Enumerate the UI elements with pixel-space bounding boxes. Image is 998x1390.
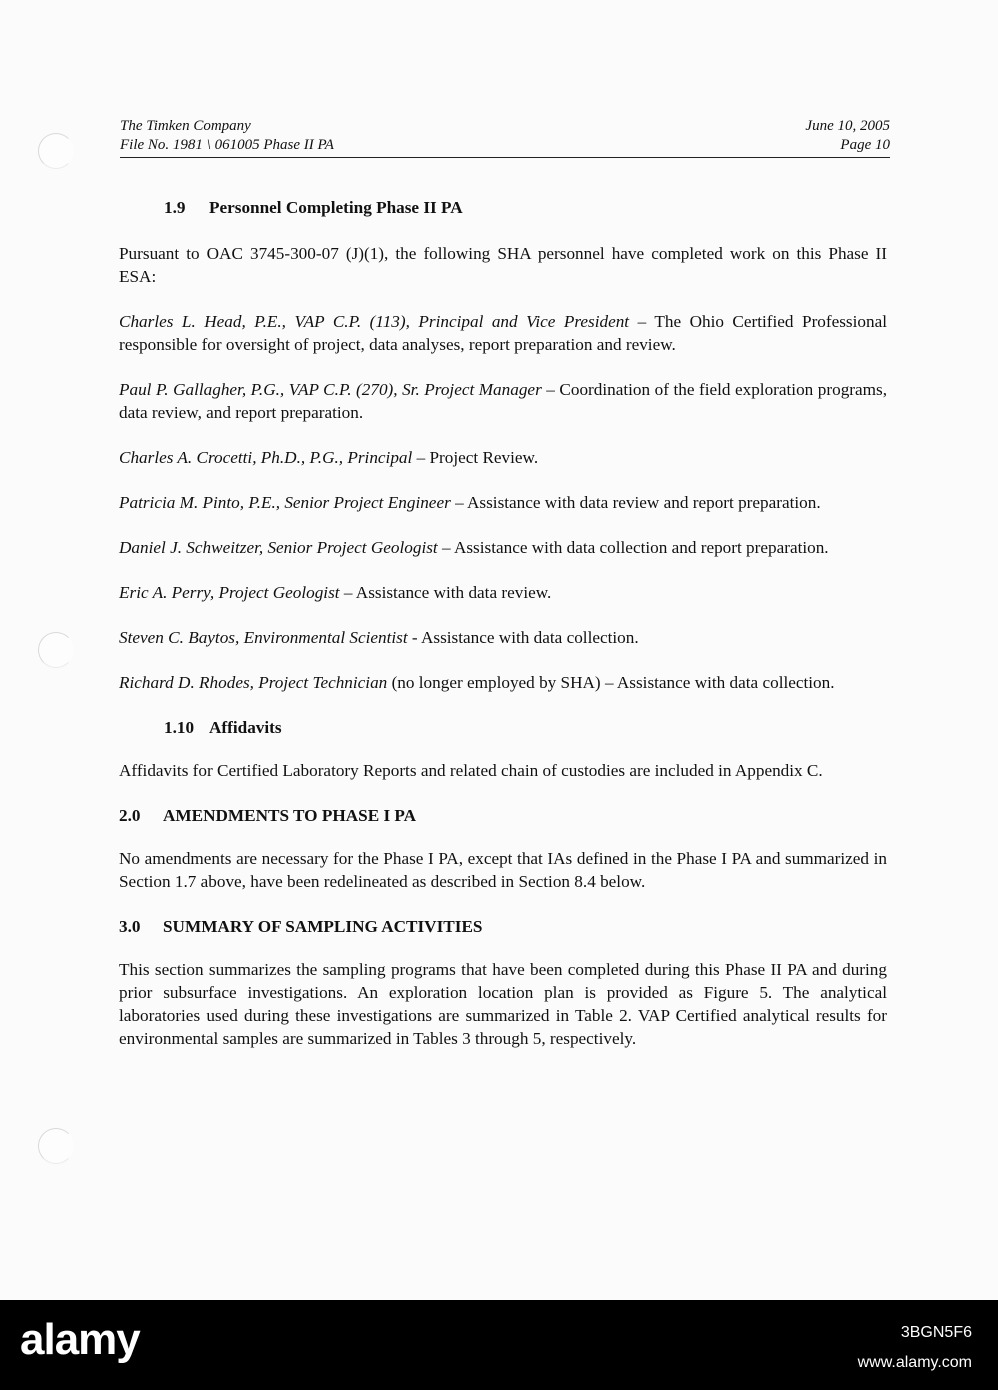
- personnel-name: Charles A. Crocetti, Ph.D., P.G., Principal: [119, 448, 413, 467]
- section-body: No amendments are necessary for the Phase I PA, except that IAs defined in the Phase I PA and summarized in Section 1.7 above, have been redelineated as described in Section 8.4 below.: [119, 849, 887, 891]
- page-header: [120, 117, 890, 158]
- personnel-role: – The Ohio Certified Professional responsible for oversight of project, data analyses, report preparation and review.: [119, 312, 887, 354]
- personnel-entry: [119, 581, 887, 604]
- personnel-role: – Assistance with data review.: [339, 583, 552, 602]
- section-number: 3.0: [119, 917, 141, 936]
- section-number: 1.10: [164, 718, 195, 737]
- section-heading-3-0: [119, 915, 887, 938]
- site-url: www.alamy.com: [857, 1354, 972, 1371]
- section-body: Affidavits for Certified Laboratory Reports and related chain of custodies are included in Appendix C.: [119, 761, 823, 780]
- section-title: Personnel Completing Phase II PA: [209, 198, 463, 217]
- personnel-name: Charles L. Head, P.E., VAP C.P. (113), Principal and Vice President: [119, 312, 630, 331]
- personnel-entry: [119, 446, 887, 469]
- section-heading-1-9: [119, 196, 887, 219]
- personnel-name: Richard D. Rhodes, Project Technician: [119, 673, 388, 692]
- company-name: The Timken Company: [120, 118, 251, 134]
- section-title: Affidavits: [209, 718, 282, 737]
- personnel-entry: [119, 671, 887, 694]
- section-title: SUMMARY OF SAMPLING ACTIVITIES: [163, 917, 483, 936]
- punch-hole-icon: [38, 1128, 74, 1164]
- alamy-logo: alamy: [20, 1315, 140, 1364]
- personnel-name: Eric A. Perry, Project Geologist: [119, 583, 340, 602]
- personnel-entry: [119, 536, 887, 559]
- personnel-entry: [119, 626, 887, 649]
- personnel-entry: [119, 310, 887, 356]
- personnel-name: Daniel J. Schweitzer, Senior Project Geologist: [119, 538, 438, 557]
- header-right: [805, 117, 890, 155]
- personnel-entry: [119, 378, 887, 424]
- image-credit: [858, 1318, 972, 1378]
- document-body: [119, 196, 887, 1050]
- file-number: File No. 1981 \ 061005 Phase II PA: [120, 137, 334, 153]
- punch-hole-icon: [38, 632, 74, 668]
- personnel-name: Steven C. Baytos, Environmental Scientist: [119, 628, 408, 647]
- section-body: This section summarizes the sampling programs that have been completed during this Phase II PA and during prior subsurface investigations. An exploration location plan is provided as Figure 5. The analytical laboratories used during these investigations are summarized in Table 2. VAP Certified analytical results for environmental samples are summarized in Tables 3 through 5, respectively.: [119, 960, 887, 1048]
- section-heading-1-10: [119, 716, 887, 739]
- header-left: [120, 117, 334, 155]
- personnel-role: – Assistance with data collection and report preparation.: [437, 538, 829, 557]
- document-date: June 10, 2005: [805, 118, 890, 134]
- section-title: AMENDMENTS TO PHASE I PA: [163, 806, 417, 825]
- section-number: 1.9: [164, 198, 186, 217]
- personnel-name: Patricia M. Pinto, P.E., Senior Project Engineer: [119, 493, 451, 512]
- image-id: 3BGN5F6: [900, 1324, 972, 1341]
- personnel-role: – Project Review.: [412, 448, 539, 467]
- page-number: Page 10: [840, 137, 890, 153]
- section-intro: Pursuant to OAC 3745-300-07 (J)(1), the following SHA personnel have completed work on this Phase II ESA:: [119, 244, 887, 286]
- punch-hole-icon: [38, 133, 74, 169]
- personnel-name: Paul P. Gallagher, P.G., VAP C.P. (270), Sr. Project Manager: [119, 380, 542, 399]
- personnel-role: - Assistance with data collection.: [407, 628, 639, 647]
- section-number: 2.0: [119, 806, 141, 825]
- personnel-entry: [119, 491, 887, 514]
- personnel-role: – Assistance with data review and report preparation.: [450, 493, 821, 512]
- personnel-role: – Coordination of the field exploration programs, data review, and report preparation.: [119, 380, 887, 422]
- section-heading-2-0: [119, 804, 887, 827]
- personnel-role: (no longer employed by SHA) – Assistance with data collection.: [387, 673, 835, 692]
- watermark-footer: [0, 1300, 998, 1390]
